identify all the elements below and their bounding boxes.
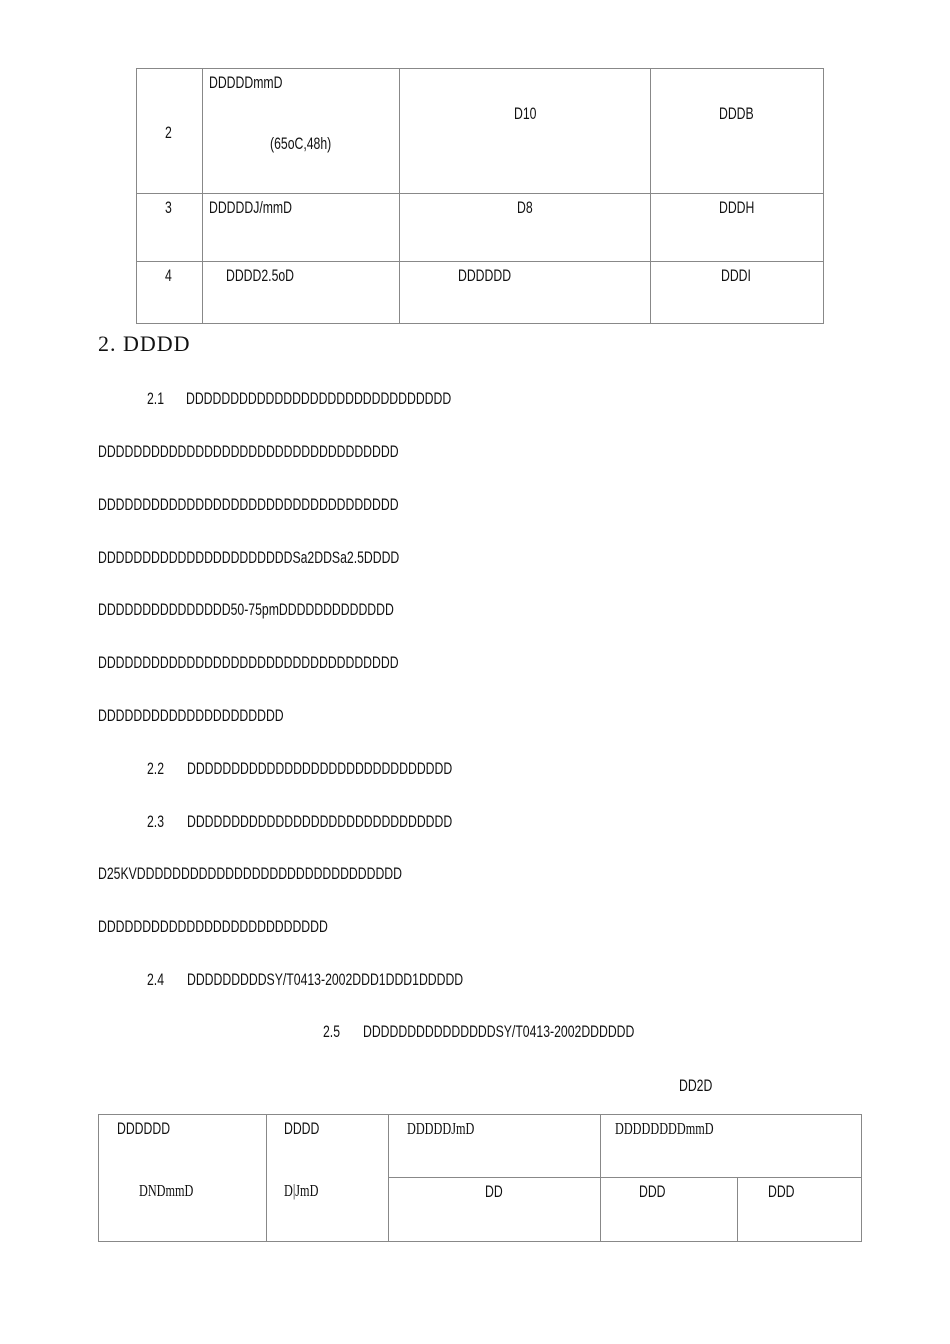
test-value: D10 <box>513 104 537 123</box>
test-value: D8 <box>516 198 533 217</box>
paragraph-text: DDDDDDDDDSY/T0413-2002DDD1DDD1DDDDD <box>187 970 464 989</box>
test-results-table <box>136 68 824 324</box>
thickness-table <box>98 1114 862 1242</box>
test-result: DDDH <box>719 198 755 217</box>
subheader-cell: DDD <box>601 1178 738 1242</box>
paragraph-number: 2.4 <box>147 970 165 989</box>
test-condition: (65oC,48h) <box>269 134 332 153</box>
table-caption: DD2D <box>679 1076 713 1095</box>
section-heading: 2. DDDD <box>98 331 191 356</box>
test-result: DDDI <box>721 266 752 285</box>
header-cell: DDDDDD DNDmmD <box>99 1115 267 1242</box>
paragraph-line: DDDDDDDDDDDDDDDDDDDDDDDDDDDDDDDDDD <box>98 495 399 514</box>
paragraph-number: 2.3 <box>147 812 165 831</box>
table-row <box>137 194 824 262</box>
paragraph-text: DDDDDDDDDDDDDDDSY/T0413-2002DDDDDD <box>363 1022 635 1041</box>
paragraph-line: DDDDDDDDDDDDDDDDDDDDDDDDDD <box>98 917 328 936</box>
test-item: DDDD2.5oD <box>225 266 294 285</box>
table-row <box>137 69 824 194</box>
paragraph-number: 2.2 <box>147 759 165 778</box>
paragraph-line: DDDDDDDDDDDDDDDDDDDDDDDDDDDDDDDDDD <box>98 653 399 672</box>
header-cell: DDDDDJmD <box>388 1115 601 1178</box>
paragraph-text: DDDDDDDDDDDDDDDDDDDDDDDDDDDDDD <box>187 812 453 831</box>
paragraph-line: DDDDDDDDDDDDDDDDDDDDDDDDDDDDDDDDDD <box>98 442 399 461</box>
paragraph-number: 2.1 <box>147 389 165 408</box>
test-value: DDDDDD <box>457 266 511 285</box>
table-row <box>137 262 824 324</box>
subheader-cell: DDD <box>738 1178 862 1242</box>
test-item: DDDDDJ/mmD <box>208 198 292 217</box>
paragraph-line: DDDDDDDDDDDDDDD50-75pmDDDDDDDDDDDDD <box>98 600 394 619</box>
header-cell: DDDD D|JmD <box>266 1115 388 1242</box>
test-result: DDDB <box>719 104 754 123</box>
header-cell: DDDDDDDDmmD <box>601 1115 862 1178</box>
subheader-cell: DD <box>388 1178 601 1242</box>
row-number: 4 <box>165 266 172 285</box>
paragraph-number: 2.5 <box>323 1022 341 1041</box>
test-item: DDDDDmmD <box>208 73 283 92</box>
row-number: 3 <box>165 198 172 217</box>
paragraph-text: DDDDDDDDDDDDDDDDDDDDDDDDDDDDDD <box>187 759 453 778</box>
row-number: 2 <box>165 123 172 142</box>
paragraph-line: DDDDDDDDDDDDDDDDDDDDDDSa2DDSa2.5DDDD <box>98 548 400 567</box>
paragraph-line: D25KVDDDDDDDDDDDDDDDDDDDDDDDDDDDDDD <box>98 864 402 883</box>
paragraph-line: DDDDDDDDDDDDDDDDDDDDD <box>98 706 284 725</box>
paragraph-text: DDDDDDDDDDDDDDDDDDDDDDDDDDDDDD <box>186 389 452 408</box>
